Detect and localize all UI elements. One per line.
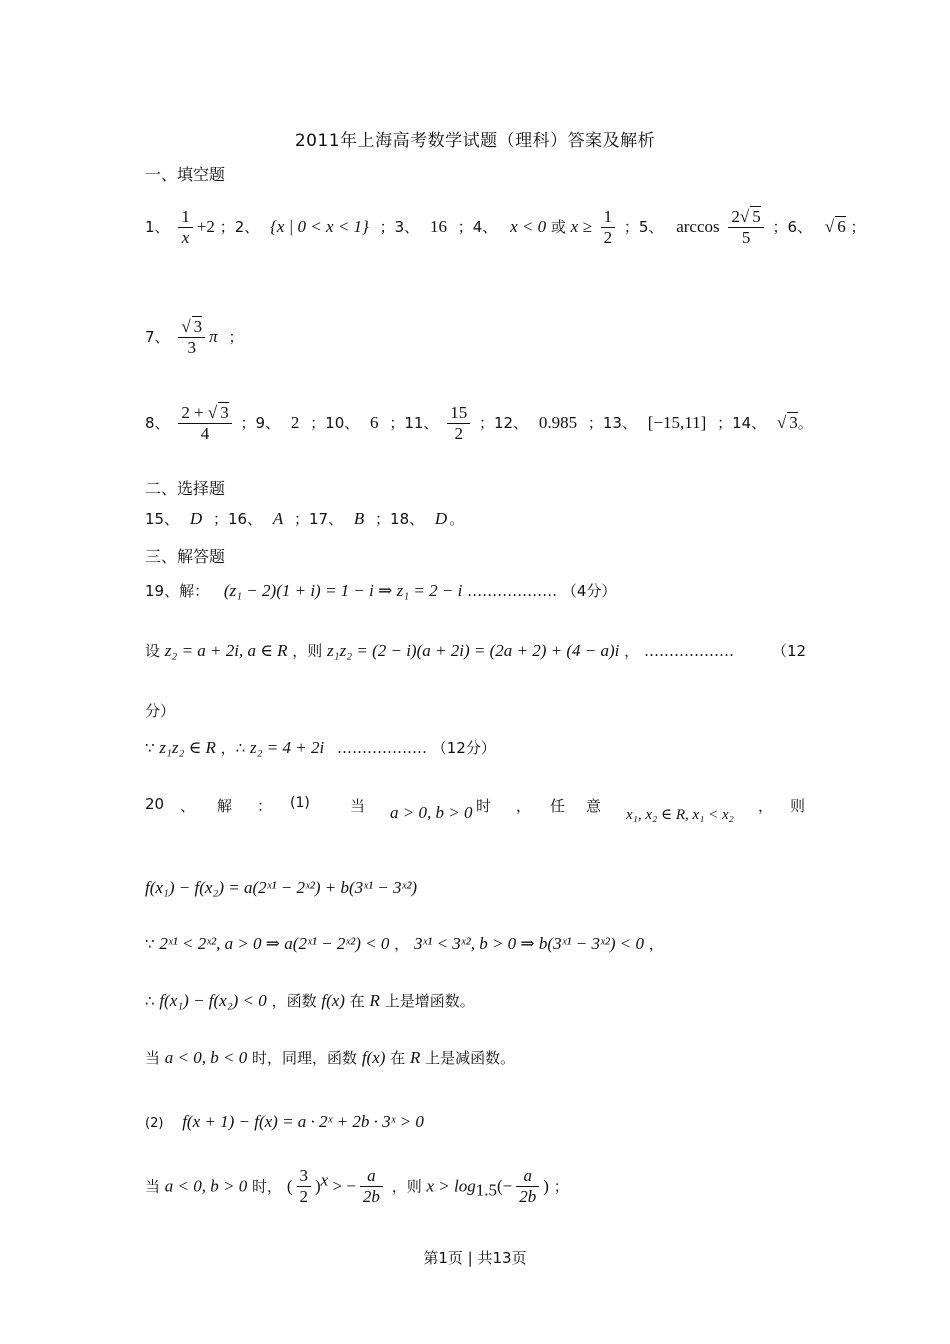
q20-text1: ，函数 bbox=[271, 992, 317, 1010]
q20-text4: 时，同理，函数 bbox=[252, 1049, 358, 1067]
q10-answer: 6 bbox=[370, 412, 379, 432]
q20-difference: f(x₁) − f(x₂) = a(2ˣ¹ − 2ˣ²) + b(3ˣ¹ − 3ˣ²) bbox=[145, 878, 418, 897]
q20-ineq2: 3ˣ¹ < 3ˣ², b > 0 ⇒ b(3ˣ¹ − 3ˣ²) < 0 bbox=[413, 934, 644, 953]
q20-result1: f(x₁) − f(x₂) < 0 bbox=[159, 991, 267, 1010]
q14-end: 。 bbox=[797, 413, 813, 432]
q20-result2: x > log bbox=[426, 1176, 476, 1196]
q10-number: ；10、 bbox=[310, 413, 360, 432]
q2-answer: {x | 0 < x < 1} bbox=[270, 216, 369, 236]
q11-number: ；11、 bbox=[389, 413, 439, 432]
q17-answer: B bbox=[353, 509, 365, 528]
q20-cond1: a > 0, b > 0 bbox=[390, 803, 473, 822]
q20-decreasing-line bbox=[145, 1047, 515, 1068]
q19-line1 bbox=[145, 580, 616, 601]
q20-yi: 意 bbox=[586, 797, 602, 815]
q7-fraction-numerator: √ 3 bbox=[178, 316, 205, 338]
q4-fraction-denominator: 2 bbox=[603, 227, 613, 247]
q20-R: R bbox=[369, 991, 380, 1010]
q20-comma: ， bbox=[516, 797, 532, 815]
q4-fraction-numerator: 1 bbox=[601, 207, 616, 228]
q20-text5: 在 bbox=[390, 1049, 406, 1067]
q5-fraction bbox=[728, 206, 763, 249]
q20-frac-ratio bbox=[360, 1166, 383, 1208]
q20-frac-ratio-num: a bbox=[360, 1166, 383, 1187]
q20-R2: R bbox=[410, 1048, 421, 1067]
q7-radicand: 3 bbox=[193, 317, 203, 336]
q4-or: 或 bbox=[550, 217, 566, 236]
q20-part2-line bbox=[145, 1112, 424, 1132]
answers-15-18 bbox=[145, 508, 464, 529]
because-icon: ∵ bbox=[145, 935, 155, 953]
q5-fraction-denominator: 5 bbox=[741, 228, 751, 248]
q3-number: ；3、 bbox=[379, 217, 420, 236]
q12-number: ；12、 bbox=[478, 413, 529, 432]
because-icon: ∵ bbox=[145, 739, 155, 757]
q14-answer: √ 3 bbox=[776, 412, 798, 432]
q20-frac-base-num: 3 bbox=[297, 1166, 312, 1187]
q13-number: ；13、 bbox=[587, 413, 637, 432]
q20-frac-base bbox=[297, 1166, 312, 1208]
q20-frac-log-num: a bbox=[516, 1166, 539, 1187]
q4-answer-left: x < 0 bbox=[510, 216, 547, 236]
q14-number: ；14、 bbox=[717, 413, 767, 432]
q8-number: 8、 bbox=[145, 413, 170, 432]
q20-text8: ，则 bbox=[391, 1177, 422, 1196]
q20-shi: 时 bbox=[476, 797, 492, 815]
q20-text2: 在 bbox=[349, 992, 365, 1010]
therefore-icon: ∴ bbox=[145, 992, 155, 1010]
q20-therefore-line bbox=[145, 990, 475, 1011]
q19-score1: （4分） bbox=[561, 582, 617, 600]
q19-dots2: ……………… bbox=[643, 642, 734, 660]
q20-dang: 当 bbox=[350, 797, 366, 815]
q9-answer: 2 bbox=[290, 412, 300, 432]
q19-eq4: z₁z₂ ∈ R bbox=[159, 738, 216, 757]
answers-8-14 bbox=[145, 402, 813, 445]
q20-paren-open: (− bbox=[496, 1176, 513, 1196]
q1-fraction-denominator: x bbox=[181, 227, 190, 247]
q7-pi: π bbox=[209, 326, 218, 346]
section-fill-in: 一、填空题 bbox=[145, 165, 226, 184]
q15-answer: D bbox=[189, 509, 203, 528]
q19-set: 设 bbox=[145, 642, 161, 660]
q8-fraction-denominator: 4 bbox=[200, 424, 210, 444]
q20-ineq1: 2ˣ¹ < 2ˣ², a > 0 ⇒ a(2ˣ¹ − 2ˣ²) < 0 bbox=[159, 934, 390, 953]
q20-frac-ratio-den: 2b bbox=[362, 1187, 380, 1207]
q5-function: arccos bbox=[676, 216, 720, 236]
q14-radicand: 3 bbox=[789, 412, 798, 432]
answers-1-6 bbox=[145, 206, 866, 249]
q20-log-base: 1.5 bbox=[475, 1180, 497, 1200]
q13-answer: [−15,11] bbox=[647, 412, 707, 432]
sqrt-icon: √ 3 bbox=[207, 403, 229, 422]
q6-answer: √ 6 bbox=[824, 216, 846, 236]
q19-heading: 19、解： bbox=[145, 582, 210, 600]
q19-line2 bbox=[145, 640, 734, 661]
q19-dots3: ……………… bbox=[336, 739, 427, 757]
q20-frac-log-den: 2b bbox=[519, 1187, 537, 1207]
therefore-icon: ，∴ bbox=[220, 739, 246, 757]
section-choice: 二、选择题 bbox=[145, 479, 226, 498]
q8-fraction bbox=[178, 402, 231, 445]
page-title: 2011年上海高考数学试题（理科）答案及解析 bbox=[294, 131, 656, 151]
q20-dun: 、 bbox=[180, 797, 196, 815]
q4-number: ；4、 bbox=[457, 217, 498, 236]
q11-fraction bbox=[447, 403, 470, 445]
q1-fraction-numerator: 1 bbox=[178, 207, 193, 228]
q19-comma: ， bbox=[624, 642, 640, 660]
q1-fraction bbox=[178, 207, 193, 249]
q9-number: ；9、 bbox=[240, 413, 281, 432]
q20-when: 当 bbox=[145, 1049, 161, 1067]
q11-fraction-denominator: 2 bbox=[454, 423, 463, 443]
section-solve: 三、解答题 bbox=[145, 547, 226, 566]
q17-number: ；17、 bbox=[293, 510, 344, 528]
q20-text7: 时， bbox=[252, 1177, 283, 1196]
q2-number: ；2、 bbox=[219, 217, 260, 236]
q20-paren-close: ) bbox=[543, 1176, 549, 1196]
page-footer: 第1页 | 共13页 bbox=[423, 1249, 527, 1267]
q4-fraction bbox=[601, 207, 616, 249]
q16-answer: A bbox=[272, 509, 284, 528]
q20-ren: 任 bbox=[550, 797, 566, 815]
q20-comma2: ， bbox=[758, 797, 774, 815]
q3-answer: 16 bbox=[429, 216, 447, 236]
q20-fx2: f(x) bbox=[361, 1048, 386, 1067]
q20-text6: 上是减函数。 bbox=[425, 1049, 516, 1067]
q19-eq1: (z₁ − 2)(1 + i) = 1 − i ⇒ z₁ = 2 − i bbox=[223, 581, 463, 600]
q19-eq3: z₁z₂ = (2 − i)(a + 2i) = (2a + 2) + (4 − a)i bbox=[327, 641, 620, 660]
q20-gt: > − bbox=[328, 1176, 356, 1196]
q8-radicand: 3 bbox=[220, 403, 229, 422]
q6-number: ；6、 bbox=[772, 217, 813, 236]
q20-sep: ， bbox=[394, 935, 410, 953]
q20-jie: 解 bbox=[217, 797, 233, 815]
q19-score3: （12分） bbox=[431, 739, 496, 757]
q20-eq-part2: f(x + 1) − f(x) = a · 2ˣ + 2b · 3ˣ > 0 bbox=[182, 1112, 424, 1131]
sqrt-icon: √ 5 bbox=[739, 207, 761, 226]
q7-end: ； bbox=[228, 327, 244, 346]
q7-fraction-denominator: 3 bbox=[187, 338, 196, 358]
q1-rest: +2 bbox=[196, 216, 215, 236]
q6-radicand: 6 bbox=[837, 216, 846, 236]
q16-number: ；16、 bbox=[212, 510, 263, 528]
q8-fraction-numerator bbox=[178, 402, 231, 424]
q20-end: ； bbox=[553, 1177, 569, 1196]
q20-cond2: x₁, x₂ ∈ R, x₁ < x₂ bbox=[626, 807, 734, 823]
q11-fraction-numerator: 15 bbox=[447, 403, 470, 424]
q1-number: 1、 bbox=[145, 217, 170, 236]
q8-num-a: 2 + bbox=[181, 403, 208, 422]
q15-number: 15、 bbox=[145, 510, 180, 528]
q20-number: 20 bbox=[145, 795, 165, 813]
answer-7 bbox=[145, 316, 244, 359]
q4-answer-right: x ≥ bbox=[570, 216, 592, 236]
q7-number: 7、 bbox=[145, 327, 170, 346]
q19-line3 bbox=[145, 737, 496, 758]
q20-ze: 则 bbox=[790, 797, 806, 815]
q5-coef: 2 bbox=[731, 207, 740, 226]
q18-answer: D bbox=[434, 509, 448, 528]
q20-sep2: ， bbox=[648, 935, 664, 953]
q20-part1: (1) bbox=[290, 795, 310, 811]
q18-number: ；18、 bbox=[375, 510, 425, 528]
q20-fx: f(x) bbox=[321, 991, 345, 1010]
q19-score2a: （12 bbox=[772, 642, 807, 660]
q20-power: x bbox=[320, 1170, 329, 1190]
q19-then: ，则 bbox=[292, 642, 323, 660]
q19-score2b: 分） bbox=[145, 702, 176, 720]
q20-log-line: 当 a < 0, b > 0 时， ( $\frac{3}{2}$ )$^x$ > − $\frac{a}{2b}$ ，则 $x > \log_{1.5}(-$ $\frac{a}{2b}$ ) ； bbox=[145, 1166, 569, 1207]
q20-colon: ： bbox=[257, 797, 273, 815]
q20-cond4: a < 0, b > 0 bbox=[164, 1176, 248, 1196]
q18-end: 。 bbox=[449, 510, 465, 528]
q20-text3: 上是增函数。 bbox=[384, 992, 475, 1010]
q5-number: ；5、 bbox=[623, 217, 664, 236]
q7-fraction bbox=[178, 316, 205, 359]
q5-fraction-numerator bbox=[728, 206, 763, 228]
q20-because-line bbox=[145, 933, 664, 954]
q19-dots1: ……………… bbox=[467, 582, 558, 600]
q20-frac-log bbox=[516, 1166, 539, 1208]
q5-radicand: 5 bbox=[752, 207, 761, 226]
q20-when2: 当 bbox=[145, 1177, 161, 1196]
q19-eq5: z₂ = 4 + 2i bbox=[249, 738, 325, 757]
q20-cond3: a < 0, b < 0 bbox=[164, 1048, 248, 1067]
q20-part2: (2) bbox=[145, 1116, 164, 1131]
q20-frac-base-den: 2 bbox=[299, 1187, 308, 1207]
q19-eq2: z₂ = a + 2i, a ∈ R bbox=[164, 641, 288, 660]
q12-answer: 0.985 bbox=[538, 412, 578, 432]
q6-end: ； bbox=[850, 217, 866, 236]
